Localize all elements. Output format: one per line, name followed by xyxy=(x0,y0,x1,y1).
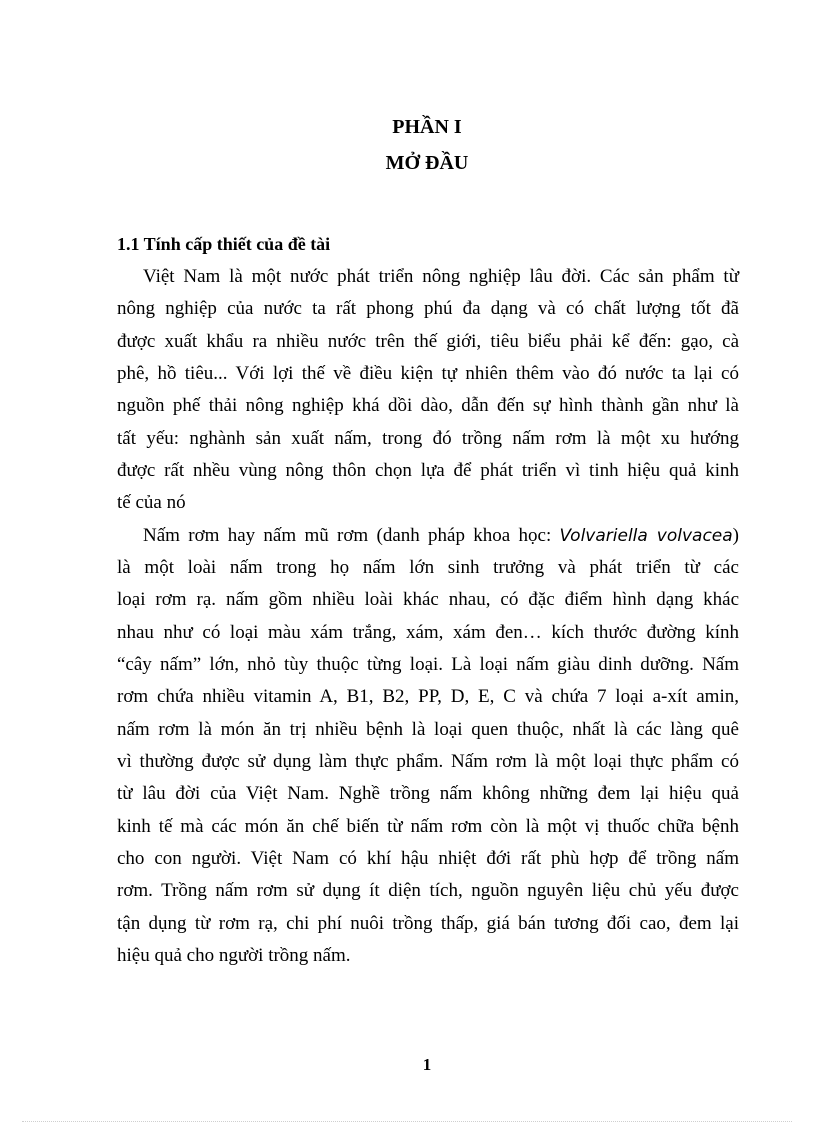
paragraph-line: là một loài nấm trong họ nấm lớn sinh trưởng và phát triển từ các xyxy=(117,557,739,578)
paragraph-line: rơm. Trồng nấm rơm sử dụng ít diện tích, nguồn nguyên liệu chủ yếu được xyxy=(117,880,739,901)
paragraph-line: vì thường được sử dụng làm thực phẩm. Nấm rơm là một loại thực phẩm có xyxy=(117,751,739,772)
paragraph-line: cho con người. Việt Nam có khí hậu nhiệt đới rất phù hợp để trồng nấm xyxy=(117,848,739,869)
paragraph-line xyxy=(143,524,739,548)
part-title: PHẦN I xyxy=(392,116,462,138)
paragraph-line: phê, hồ tiêu... Với lợi thế về điều kiện tự nhiên thêm vào đó nước ta lại có xyxy=(117,363,739,384)
paragraph-line: rơm chứa nhiều vitamin A, B1, B2, PP, D, E, C và chứa 7 loại a-xít amin, xyxy=(117,686,739,707)
chapter-title: MỞ ĐẦU xyxy=(385,152,469,174)
paragraph-line: hiệu quả cho người trồng nấm. xyxy=(117,945,351,966)
paragraph-line: được xuất khẩu ra nhiều nước trên thế giới, tiêu biểu phải kể đến: gạo, cà xyxy=(117,331,739,352)
paragraph-line: loại rơm rạ. nấm gồm nhiều loài khác nhau, có đặc điểm hình dạng khác xyxy=(117,589,739,610)
section-title: 1.1 Tính cấp thiết của đề tài xyxy=(117,234,331,254)
paragraph-line: nguồn phế thải nông nghiệp khá dồi dào, dẫn đến sự hình thành gần như là xyxy=(117,395,739,416)
paragraph-line: “cây nấm” lớn, nhỏ tùy thuộc từng loại. Là loại nấm giàu dinh dưỡng. Nấm xyxy=(117,654,739,675)
paragraph-line: Việt Nam là một nước phát triển nông nghiệp lâu đời. Các sản phẩm từ xyxy=(143,266,739,287)
page-number: 1 xyxy=(422,1055,432,1074)
paragraph-line: tất yếu: nghành sản xuất nấm, trong đó trồng nấm rơm là một xu hướng xyxy=(117,428,739,449)
paragraph-text: Nấm rơm hay nấm mũ rơm (danh pháp khoa học: xyxy=(143,525,560,546)
paragraph-line: nông nghiệp của nước ta rất phong phú đa dạng và có chất lượng tốt đã xyxy=(117,298,739,319)
paragraph-line: từ lâu đời của Việt Nam. Nghề trồng nấm không những đem lại hiệu quả xyxy=(117,783,739,804)
paragraph-line: tế của nó xyxy=(117,492,186,513)
paragraph-text: ) xyxy=(732,525,739,546)
footer-divider xyxy=(22,1121,792,1122)
scientific-name: Volvariella volvacea xyxy=(559,526,733,546)
paragraph-line: nhau như có loại màu xám trắng, xám, xám đen… kích thước đường kính xyxy=(117,622,739,643)
paragraph-line: tận dụng từ rơm rạ, chi phí nuôi trồng thấp, giá bán tương đối cao, đem lại xyxy=(117,913,739,934)
paragraph-line: được rất nhều vùng nông thôn chọn lựa để phát triển vì tinh hiệu quả kinh xyxy=(117,460,739,481)
paragraph-line: nấm rơm là món ăn trị nhiều bệnh là loại quen thuộc, nhất là các làng quê xyxy=(117,719,739,740)
paragraph-line: kinh tế mà các món ăn chế biến từ nấm rơm còn là một vị thuốc chữa bệnh xyxy=(117,816,739,837)
